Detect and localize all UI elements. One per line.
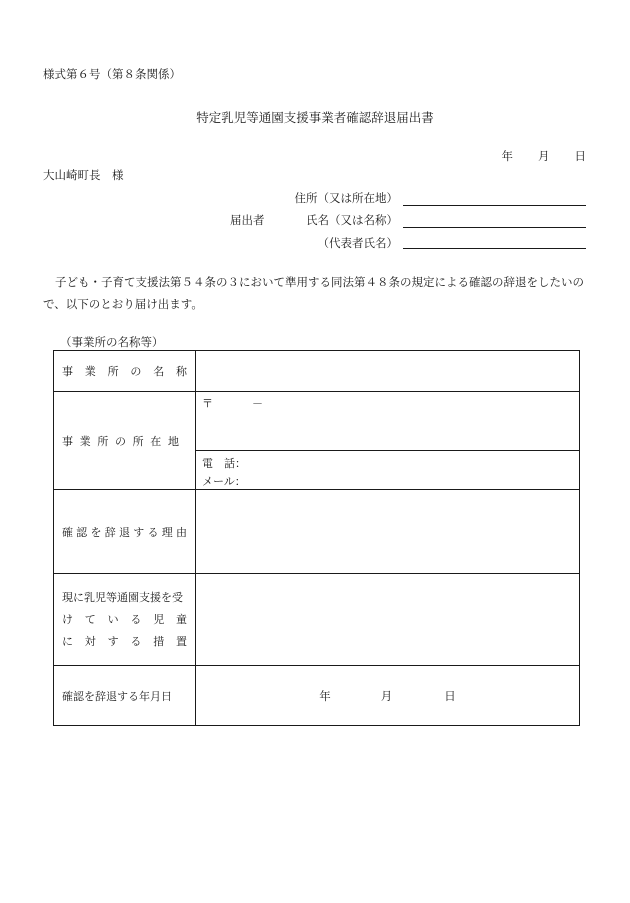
label-char: 童 (175, 612, 187, 626)
representative-label: （代表者氏名） (317, 236, 398, 250)
label-char: 業 (79, 434, 91, 448)
facility-location-label-cell (54, 392, 196, 490)
label-char: い (107, 612, 119, 626)
name-label: 氏名（又は名称） (306, 213, 398, 227)
notifier-label: 届出者 (230, 213, 265, 227)
label-char: の (114, 434, 126, 448)
measures-line-3 (62, 631, 195, 653)
label-char: 所 (107, 365, 119, 378)
reason-cell[interactable] (196, 490, 580, 574)
label-char: る (130, 634, 142, 648)
name-field[interactable] (403, 227, 586, 228)
body-text: 子ども・子育て支援法第５４条の３において準用する同法第４８条の規定による確認の辞退をしたいので、以下のとおり届け出ます。 (43, 275, 584, 311)
facility-table (53, 350, 580, 726)
facility-name-label (62, 363, 195, 379)
label-char: 在 (150, 434, 162, 448)
facility-location-label (62, 433, 195, 449)
measures-cell[interactable] (196, 574, 580, 666)
withdrawal-year: 年 (319, 688, 331, 703)
withdrawal-date-label-cell (54, 666, 196, 726)
label-char: 退 (119, 525, 130, 539)
withdrawal-date-cell[interactable] (196, 666, 580, 726)
label-char: 業 (84, 365, 96, 378)
section-label: （事業所の名称等） (60, 335, 164, 349)
label-char: る (130, 612, 142, 626)
reason-label-cell (54, 490, 196, 574)
label-char: す (107, 634, 119, 648)
label-char: 置 (175, 634, 187, 648)
label-char: る (147, 525, 159, 539)
addressee: 大山崎町長 様 (43, 168, 124, 182)
postal-address-cell[interactable] (196, 392, 580, 451)
measures-line-2 (62, 609, 195, 631)
date-month: 月 (538, 149, 550, 163)
date-day: 日 (574, 149, 586, 163)
reason-label (62, 524, 195, 540)
representative-field[interactable] (403, 248, 586, 249)
document-title: 特定乳児等通園支援事業者確認辞退届出書 (196, 110, 434, 125)
label-char: 称 (175, 365, 187, 378)
label-char: 理 (161, 525, 173, 539)
label-char: 所 (132, 434, 144, 448)
label-char: て (84, 612, 96, 626)
label-char: す (133, 525, 145, 539)
postal-dash: － (252, 397, 263, 410)
withdrawal-month: 月 (380, 688, 393, 703)
postal-mark: 〒 (202, 397, 213, 410)
label-char: を (90, 525, 102, 539)
label-char: 事 (62, 434, 73, 448)
label-char: 名 (153, 365, 165, 378)
date-year: 年 (501, 149, 513, 163)
label-char: の (130, 365, 142, 378)
phone-label: 電 話： (202, 457, 246, 470)
label-char: 事 (62, 365, 73, 378)
measures-line-1: 現に乳児等通園支援を受 (62, 590, 183, 604)
form-number: 様式第６号（第８条関係） (43, 67, 181, 81)
facility-name-label-cell (54, 351, 196, 392)
label-char: 所 (97, 434, 109, 448)
address-field[interactable] (403, 205, 586, 206)
contact-cell[interactable] (196, 451, 580, 490)
label-char: 辞 (104, 525, 116, 539)
label-char: 由 (176, 525, 187, 539)
label-char: 対 (84, 634, 96, 648)
label-char: 地 (167, 434, 179, 448)
mail-label: メール： (202, 475, 246, 488)
label-char: 認 (76, 525, 88, 539)
submission-date (502, 148, 587, 164)
label-char: け (62, 612, 73, 626)
facility-name-cell[interactable] (196, 351, 580, 392)
label-char: に (62, 634, 73, 648)
label-char: 児 (153, 612, 165, 626)
label-char: 確 (62, 525, 73, 539)
withdrawal-date-label: 確認を辞退する年月日 (62, 689, 172, 703)
address-label: 住所（又は所在地） (294, 191, 398, 205)
measures-label-cell (54, 574, 196, 666)
withdrawal-day: 日 (444, 688, 456, 703)
label-char: 措 (153, 634, 165, 648)
